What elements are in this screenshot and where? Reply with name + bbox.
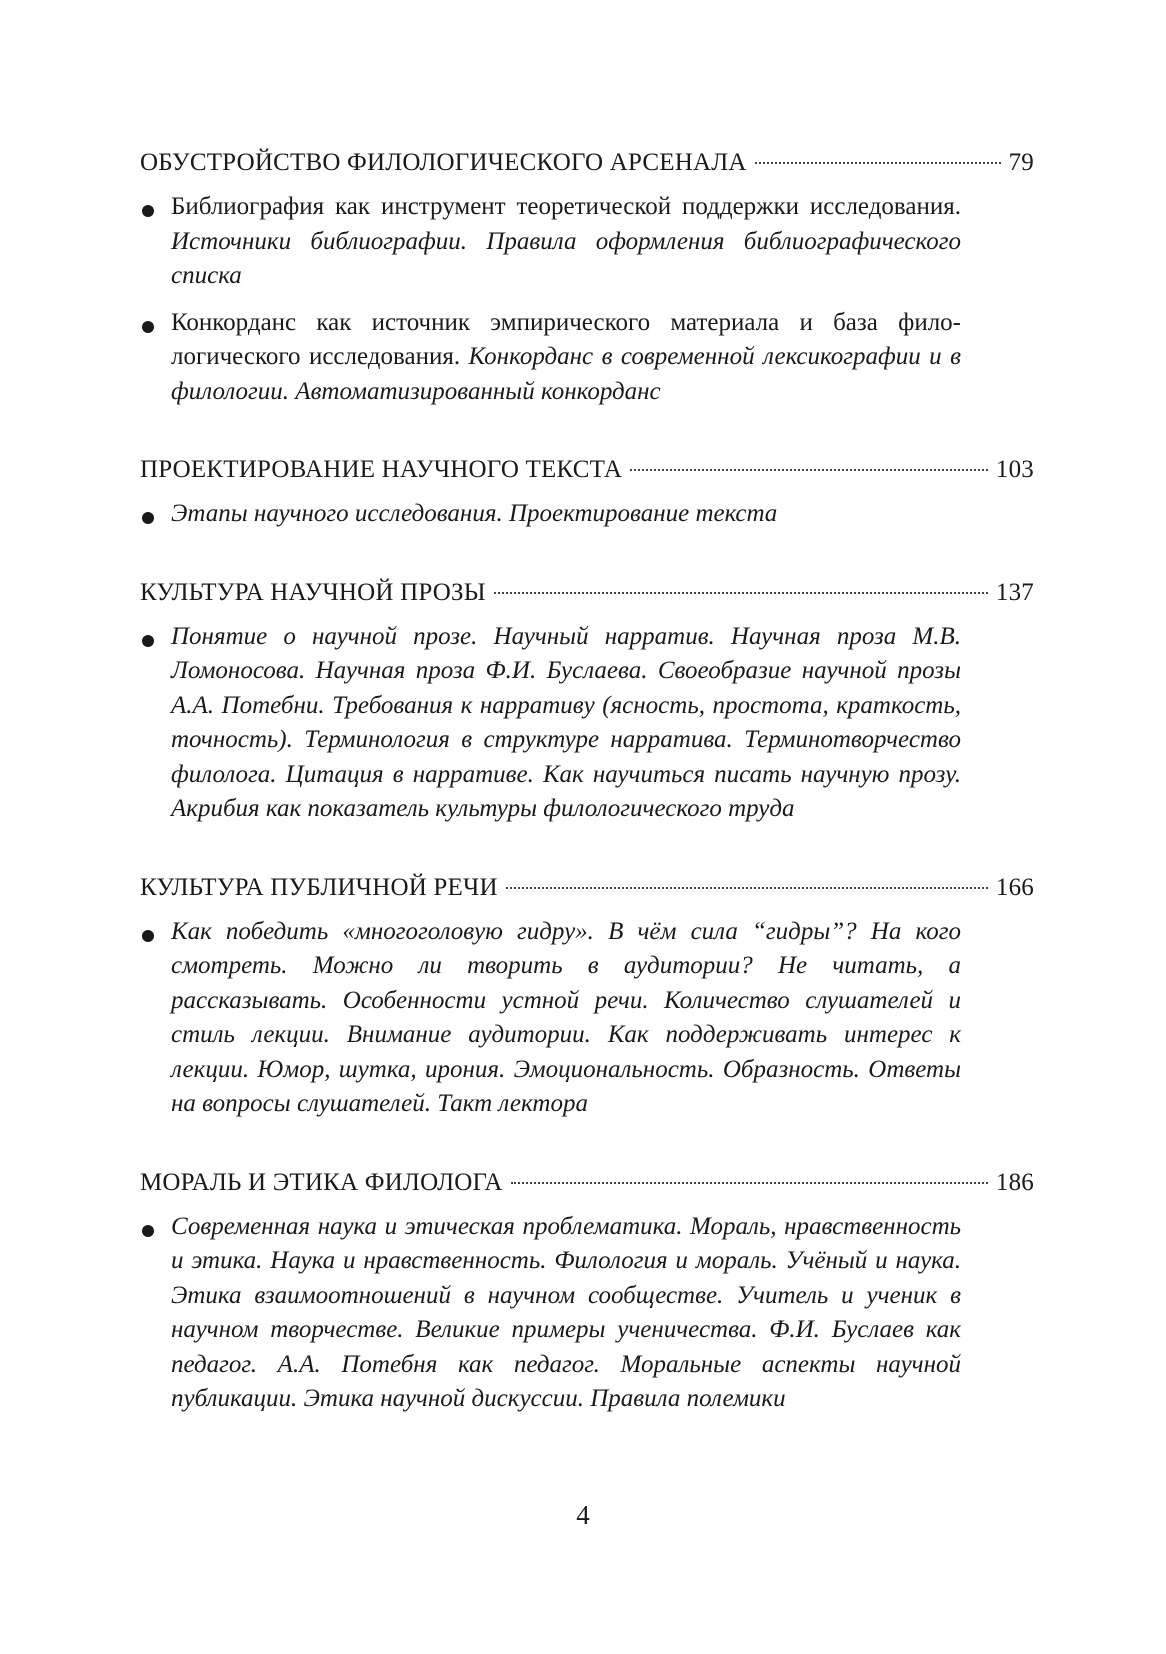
toc-section (140, 453, 1034, 532)
toc-page-number: 103 (995, 456, 1034, 483)
page-number: 4 (576, 1500, 590, 1530)
toc-page-number: 79 (1008, 149, 1034, 176)
toc-heading (140, 453, 1034, 487)
toc-item (140, 915, 961, 1122)
toc-heading (140, 146, 1034, 180)
toc-heading-title: МОРАЛЬ И ЭТИКА ФИЛОЛОГА (140, 1168, 503, 1196)
bullet-icon (142, 635, 154, 647)
toc-item-lead: Библиография как инструмент теоретической поддержки исследования. (171, 193, 961, 220)
toc-heading-title: КУЛЬТУРА НАУЧНОЙ ПРОЗЫ (140, 578, 486, 606)
toc-section (140, 1166, 1034, 1417)
dot-leader (506, 887, 988, 889)
bullet-icon (142, 930, 154, 942)
toc-item (140, 306, 961, 410)
bullet-icon (142, 512, 154, 524)
toc-item-topics: Как победить «многоголовую гидру». В чём сила “гидры”? На кого смотреть. Можно ли творить в аудитории? Не читать, а рассказывать. Особенности устной речи. Количество слушателей и стиль лекции. Внимание аудитории. Как поддерживать интерес к лекции. Юмор, шутка, ирония. Эмоциональность. Образность. Ответы на вопросы слушателей. Такт лектора (171, 917, 961, 1117)
toc-page-number: 166 (995, 873, 1034, 901)
toc-heading-title: ОБУСТРОЙСТВО ФИЛОЛОГИЧЕСКОГО АРСЕНАЛА (140, 149, 747, 176)
toc-heading-title: ПРОЕКТИРОВАНИЕ НАУЧНОГО ТЕКСТА (140, 456, 623, 483)
dot-leader (755, 162, 1001, 164)
toc-heading (140, 871, 1034, 905)
toc-item-topics: Современная наука и этическая проблематика. Мораль, нравственность и этика. Наука и нравственность. Филология и мораль. Учёный и наука. Этика взаимоотношений в научном сообществе. Учитель и ученик в научном творчестве. Великие примеры ученичества. Ф.И. Буслаев как педагог. А.А. Потебня как педагог. Моральные аспекты научной публикации. Этика научной дискуссии. Правила полемики (171, 1212, 961, 1412)
dot-leader (511, 1182, 988, 1184)
toc-item-topics: Этапы научного исследования. Проектирование текста (171, 500, 778, 527)
toc-page-number: 186 (995, 1168, 1034, 1196)
toc-item-lead: Конкорданс как источник эмпирического материала и база филологического исследования. (171, 308, 961, 370)
toc-item (140, 620, 961, 827)
bullet-icon (142, 321, 154, 333)
toc-item-topics: Понятие о научной прозе. Научный нарратив. Научная проза М.В. Ломоносова. Научная проза Ф.И. Буслаева. Своеобразие научной прозы А.А. Потебни. Требования к нарративу (ясность, простота, краткость, точность). Терминология в структуре нарратива. Терминотворчество филолога. Цитация в нарративе. Как научиться писать научную прозу. Акрибия как показатель культуры филологического труда (171, 622, 961, 822)
table-of-contents (140, 146, 1034, 1461)
bullet-icon (142, 1225, 154, 1237)
dot-leader (630, 469, 988, 471)
bullet-icon (142, 205, 154, 217)
toc-item-topics: Конкорданс в современной лексикографии и в филологии. Автоматизированный конкорданс (171, 343, 961, 405)
toc-section (140, 576, 1034, 827)
toc-item (140, 497, 961, 532)
toc-section (140, 146, 1034, 409)
toc-item (140, 190, 961, 294)
toc-page-number: 137 (995, 578, 1034, 606)
toc-item (140, 1210, 961, 1417)
toc-heading-title: КУЛЬТУРА ПУБЛИЧНОЙ РЕЧИ (140, 873, 498, 901)
toc-item-topics: Источники библиографии. Правила оформления библиографического списка (171, 227, 961, 289)
toc-section (140, 871, 1034, 1122)
toc-heading (140, 1166, 1034, 1200)
dot-leader (494, 592, 988, 594)
toc-heading (140, 576, 1034, 610)
